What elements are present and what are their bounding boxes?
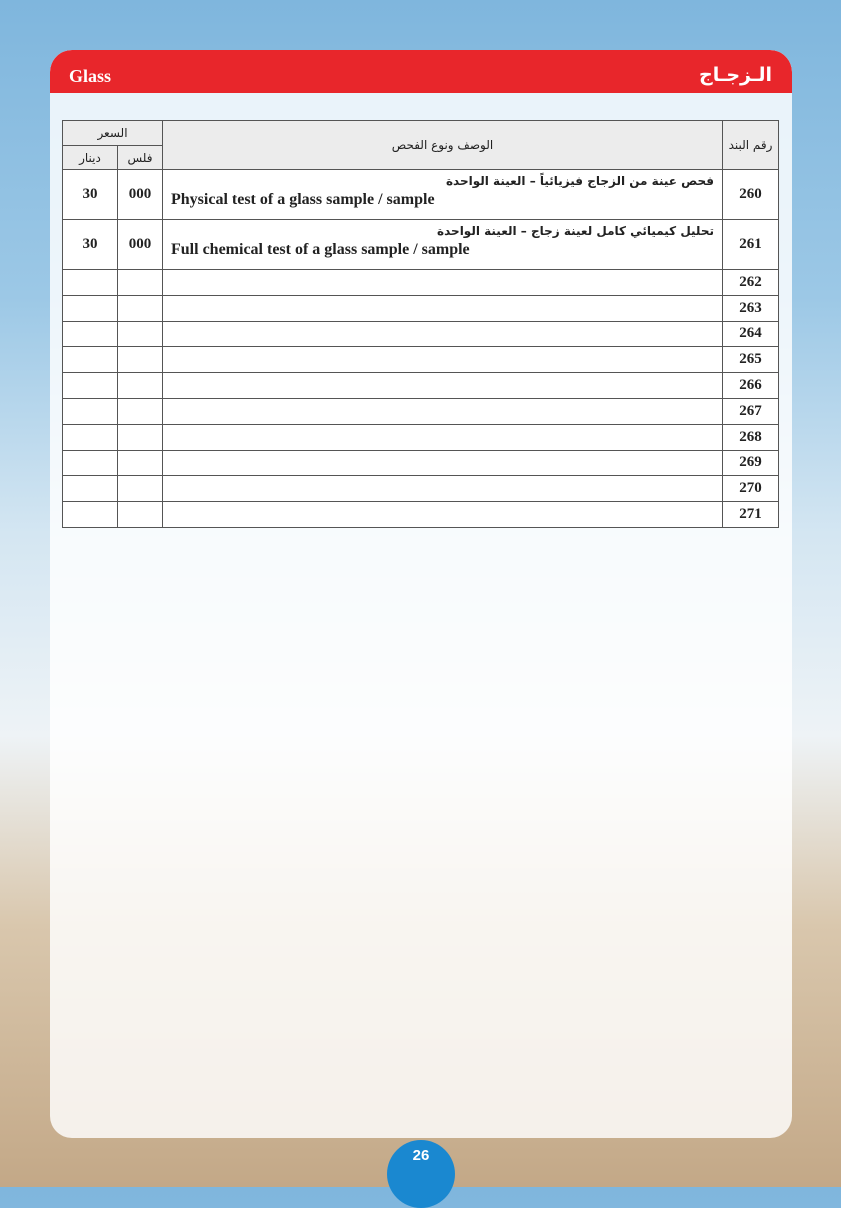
item-number: 267	[723, 398, 779, 424]
table-row	[63, 398, 779, 424]
table-row	[63, 424, 779, 450]
content-panel	[50, 50, 792, 1138]
description-ar: فحص عينة من الزجاج فيزيائياً – العينة الواحدة	[445, 174, 714, 188]
item-number: 260	[723, 170, 779, 220]
item-number: 263	[723, 295, 779, 321]
table-row	[63, 321, 779, 347]
price-fils: 000	[118, 220, 163, 270]
description-ar: تحليل كيميائي كامل لعينة زجاج – العينة الواحدة	[437, 224, 714, 238]
description-header: الوصف ونوع الفحص	[163, 121, 723, 170]
table-row	[63, 373, 779, 399]
item-description	[163, 220, 723, 270]
section-title-ar: الـزجـاج	[699, 64, 772, 86]
table-row	[63, 502, 779, 528]
section-title-en: Glass	[69, 66, 112, 86]
dinar-header: دينار	[63, 146, 118, 170]
price-fils: 000	[118, 170, 163, 220]
page-number: 26	[412, 1147, 430, 1164]
item-number: 265	[723, 347, 779, 373]
table-row	[63, 270, 779, 296]
item-number: 271	[723, 502, 779, 528]
item-number: 268	[723, 424, 779, 450]
table-row	[63, 476, 779, 502]
item-number: 269	[723, 450, 779, 476]
price-table	[62, 120, 779, 528]
description-en: Full chemical test of a glass sample / sample	[171, 241, 470, 258]
item-number: 266	[723, 373, 779, 399]
table-row	[63, 347, 779, 373]
table-row	[63, 170, 779, 220]
fils-header: فلس	[118, 146, 163, 170]
item-number: 270	[723, 476, 779, 502]
price-dinar: 30	[63, 170, 118, 220]
page-number-badge	[387, 1140, 455, 1208]
item-number: 264	[723, 321, 779, 347]
table-row	[63, 220, 779, 270]
description-en: Physical test of a glass sample / sample	[171, 191, 435, 208]
section-header	[50, 50, 792, 93]
table-row	[63, 450, 779, 476]
price-dinar: 30	[63, 220, 118, 270]
item-number-header: رقم البند	[723, 121, 779, 170]
table-row	[63, 295, 779, 321]
item-number: 262	[723, 270, 779, 296]
item-number: 261	[723, 220, 779, 270]
price-header: السعر	[63, 121, 163, 146]
item-description	[163, 170, 723, 220]
